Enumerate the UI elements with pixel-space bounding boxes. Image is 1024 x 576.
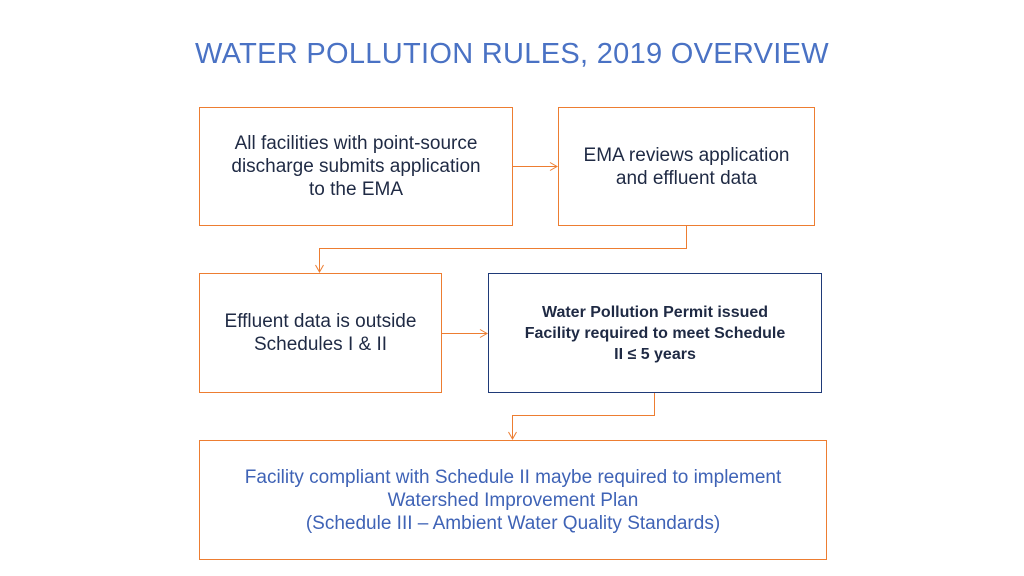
box-facility-compliant <box>199 440 827 560</box>
box-submit-application-text: All facilities with point-source discharge submits application to the EMA <box>231 133 481 200</box>
box-facility-compliant-text: Facility compliant with Schedule II maybe required to implement Watershed Improvement Plan (Schedule III – Ambient Water Quality Standards) <box>244 466 782 534</box>
box-effluent-outside <box>199 273 442 393</box>
box-effluent-outside-text: Effluent data is outside Schedules I & II <box>224 311 417 355</box>
box-permit-issued-text: Water Pollution Permit issued Facility required to meet Schedule II ≤ 5 years <box>524 303 786 363</box>
box-permit-issued <box>488 273 822 393</box>
box-submit-application <box>199 107 513 226</box>
connector-permit-to-compliant <box>513 393 655 438</box>
page-title: WATER POLLUTION RULES, 2019 OVERVIEW <box>195 38 829 70</box>
box-ema-review <box>558 107 815 226</box>
box-ema-review-text: EMA reviews application and effluent data <box>583 144 790 189</box>
connector-review-to-outside <box>320 226 687 271</box>
